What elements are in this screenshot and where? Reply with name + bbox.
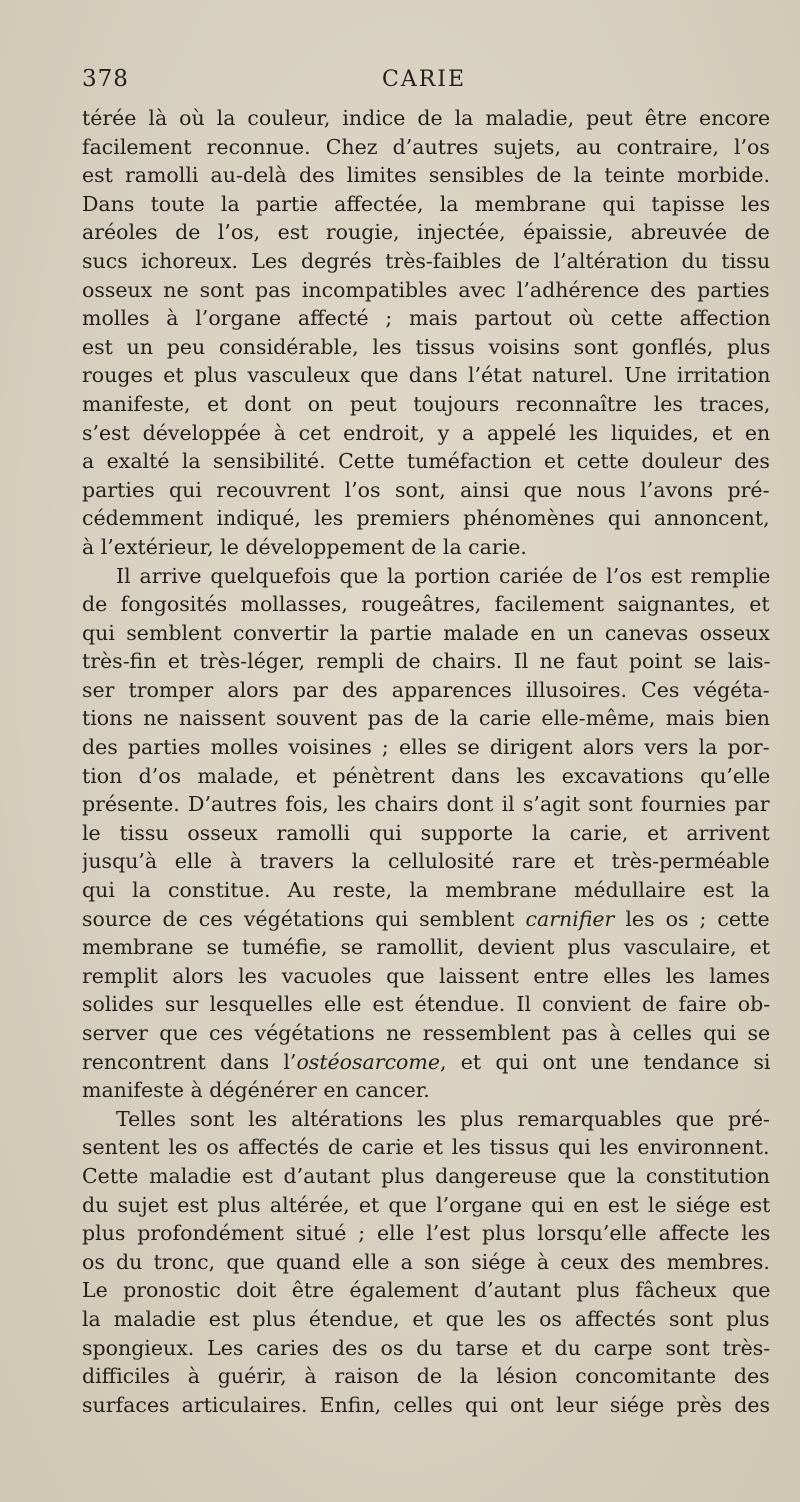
text-line	[82, 1219, 770, 1248]
line-text: a exalté la sensibilité. Cette tuméfaction et cette douleur des	[82, 449, 770, 474]
text-line	[82, 704, 770, 733]
text-line	[82, 847, 770, 876]
text-line	[82, 390, 770, 419]
line-text: est un peu considérable, les tissus voisins sont gonflés, plus	[82, 334, 770, 359]
line-text: qui semblent convertir la partie malade en un canevas osseux	[82, 620, 770, 645]
running-head	[82, 66, 770, 100]
text-line	[82, 1019, 770, 1048]
line-text: le tissu osseux ramolli qui supporte la carie, et arrivent	[82, 820, 770, 845]
text-line	[82, 762, 770, 791]
body-text	[82, 104, 770, 1419]
text-line	[82, 333, 770, 362]
line-text: plus profondément situé ; elle l’est plus lorsqu’elle affecte les	[82, 1221, 770, 1246]
line-text: la maladie est plus étendue, et que les os affectés sont plus	[82, 1306, 770, 1331]
text-line	[82, 533, 770, 562]
text-line	[82, 1162, 770, 1191]
line-text: spongieux. Les caries des os du tarse et du carpe sont très-	[82, 1335, 770, 1360]
line-text: s’est développée à cet endroit, y a appelé les liquides, et en	[82, 420, 770, 445]
line-text: rencontrent dans l’	[82, 1049, 297, 1074]
text-line	[82, 1362, 770, 1391]
line-text: à l’extérieur, le développement de la carie.	[82, 534, 527, 559]
text-line	[82, 733, 770, 762]
text-line	[82, 1105, 770, 1134]
line-text: os du tronc, que quand elle a son siége à ceux des membres.	[82, 1249, 770, 1274]
line-text: difficiles à guérir, à raison de la lésion concomitante des	[82, 1364, 770, 1389]
text-line	[82, 419, 770, 448]
text-line	[82, 876, 770, 905]
text-line	[82, 247, 770, 276]
line-text: sucs ichoreux. Les degrés très-faibles de l’altération du tissu	[82, 248, 770, 273]
line-text: Il arrive quelquefois que la portion cariée de l’os est remplie	[116, 563, 770, 588]
line-text: Dans toute la partie affectée, la membrane qui tapisse les	[82, 191, 770, 216]
line-text-after: , et qui ont une tendance si	[439, 1049, 770, 1074]
text-line	[82, 1334, 770, 1363]
line-text: tions ne naissent souvent pas de la carie elle-même, mais bien	[82, 706, 770, 731]
line-text: manifeste à dégénérer en cancer.	[82, 1078, 430, 1103]
italic-term: ostéosarcome	[296, 1049, 440, 1074]
line-text: qui la constitue. Au reste, la membrane médullaire est la	[82, 878, 770, 903]
text-line	[82, 133, 770, 162]
text-line	[82, 304, 770, 333]
line-text: tion d’os malade, et pénètrent dans les excavations qu’elle	[82, 763, 770, 788]
line-text: aréoles de l’os, est rougie, injectée, épaissie, abreuvée de	[82, 220, 770, 245]
line-text: osseux ne sont pas incompatibles avec l’adhérence des parties	[82, 277, 770, 302]
line-text: rouges et plus vasculeux que dans l’état naturel. Une irritation	[82, 363, 770, 388]
line-text: membrane se tuméfie, se ramollit, devient plus vasculaire, et	[82, 935, 770, 960]
text-line	[82, 361, 770, 390]
text-line	[82, 504, 770, 533]
text-line	[82, 1276, 770, 1305]
text-line	[82, 1076, 770, 1105]
text-line	[82, 1048, 770, 1077]
text-line	[82, 619, 770, 648]
line-text: de fongosités mollasses, rougeâtres, facilement saignantes, et	[82, 592, 770, 617]
text-line	[82, 104, 770, 133]
text-line	[82, 562, 770, 591]
text-line	[82, 676, 770, 705]
text-line	[82, 218, 770, 247]
line-text: jusqu’à elle à travers la cellulosité rare et très-perméable	[82, 849, 770, 874]
italic-term: carnifier	[525, 906, 615, 931]
line-text: des parties molles voisines ; elles se dirigent alors vers la por-	[82, 735, 770, 760]
line-text: est ramolli au-delà des limites sensibles de la teinte morbide.	[82, 163, 770, 188]
line-text: térée là où la couleur, indice de la maladie, peut être encore	[82, 106, 770, 130]
line-text: présente. D’autres fois, les chairs dont il s’agit sont fournies par	[82, 792, 770, 817]
line-text: du sujet est plus altérée, et que l’organe qui en est le siége est	[82, 1192, 770, 1217]
line-text: source de ces végétations qui semblent	[82, 906, 526, 931]
line-text: remplit alors les vacuoles que laissent entre elles les lames	[82, 963, 770, 988]
text-line	[82, 1133, 770, 1162]
line-text-after: les os ; cette	[614, 906, 770, 931]
line-text: parties qui recouvrent l’os sont, ainsi que nous l’avons pré-	[82, 477, 770, 502]
line-text: solides sur lesquelles elle est étendue. Il convient de faire ob-	[82, 992, 770, 1017]
line-text: cédemment indiqué, les premiers phénomènes qui annoncent,	[82, 506, 770, 531]
text-line	[82, 1305, 770, 1334]
line-text: facilement reconnue. Chez d’autres sujets, au contraire, l’os	[82, 134, 770, 159]
text-line	[82, 476, 770, 505]
line-text: ser tromper alors par des apparences illusoires. Ces végéta-	[82, 677, 770, 702]
line-text: server que ces végétations ne ressemblent pas à celles qui se	[82, 1021, 770, 1045]
line-text: Le pronostic doit être également d’autant plus fâcheux que	[82, 1278, 770, 1303]
text-line	[82, 590, 770, 619]
line-text: très-fin et très-léger, rempli de chairs. Il ne faut point se lais-	[82, 649, 770, 674]
text-line	[82, 933, 770, 962]
text-line	[82, 447, 770, 476]
text-line	[82, 647, 770, 676]
text-line	[82, 819, 770, 848]
running-title: CARIE	[382, 67, 467, 92]
text-line	[82, 161, 770, 190]
line-text: Telles sont les altérations les plus remarquables que pré-	[116, 1106, 770, 1131]
line-text: surfaces articulaires. Enfin, celles qui ont leur siége près des	[82, 1392, 770, 1417]
text-line	[82, 990, 770, 1019]
text-line	[82, 190, 770, 219]
text-line	[82, 1191, 770, 1220]
line-text: manifeste, et dont on peut toujours reconnaître les traces,	[82, 391, 770, 416]
text-line	[82, 962, 770, 991]
text-line	[82, 276, 770, 305]
text-line	[82, 905, 770, 934]
line-text: molles à l’organe affecté ; mais partout où cette affection	[82, 306, 770, 331]
line-text: Cette maladie est d’autant plus dangereuse que la constitution	[82, 1163, 770, 1188]
text-line	[82, 1391, 770, 1420]
text-line	[82, 1248, 770, 1277]
line-text: sentent les os affectés de carie et les tissus qui les environnent.	[82, 1135, 770, 1160]
page-number: 378	[82, 66, 129, 92]
text-line	[82, 790, 770, 819]
